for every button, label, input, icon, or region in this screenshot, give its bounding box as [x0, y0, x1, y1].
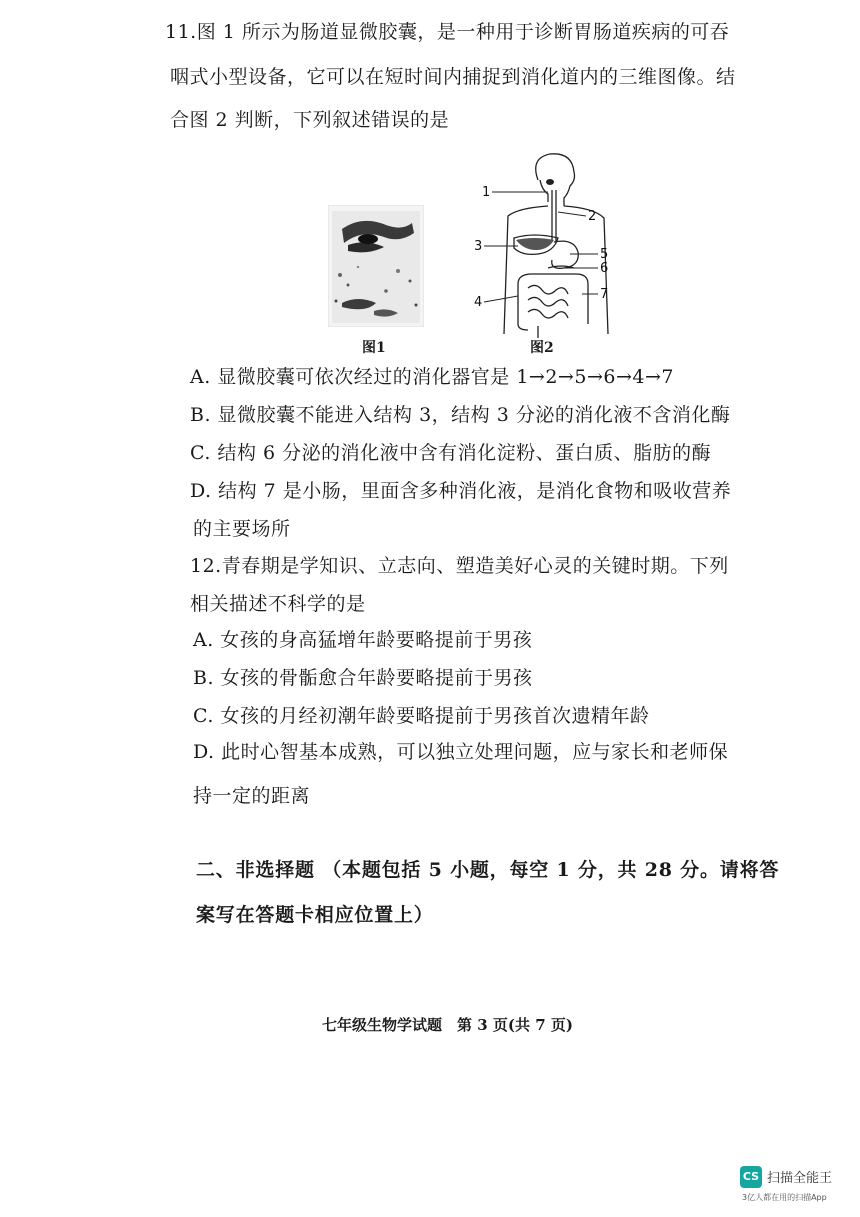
q11-stem-line1: 11.图 1 所示为肠道显微胶囊，是一种用于诊断胃肠道疾病的可吞	[165, 21, 730, 43]
q12-option-d-line2: 持一定的距离	[193, 785, 311, 807]
q11-stem-line2: 咽式小型设备，它可以在短时间内捕捉到消化道内的三维图像。结	[170, 66, 736, 88]
q11-option-d-line2: 的主要场所	[193, 518, 291, 540]
fig2-number-7: 7	[600, 287, 609, 302]
figure1-capsule-image	[328, 205, 424, 327]
q11-option-d-line1: D. 结构 7 是小肠，里面含多种消化液，是消化食物和吸收营养	[190, 480, 732, 502]
q12-option-b: B. 女孩的骨骺愈合年龄要略提前于男孩	[193, 667, 533, 689]
watermark-tagline: 3亿人都在用的扫描App	[742, 1193, 827, 1202]
q11-stem-line3: 合图 2 判断，下列叙述错误的是	[170, 109, 450, 131]
page-footer: 七年级生物学试题 第 3 页(共 7 页)	[322, 1016, 573, 1034]
fig2-number-6: 6	[600, 261, 609, 276]
q12-option-d-line1: D. 此时心智基本成熟，可以独立处理问题，应与家长和老师保	[193, 741, 729, 763]
q12-stem-line2: 相关描述不科学的是	[190, 593, 366, 615]
watermark-app-name: 扫描全能王	[767, 1171, 833, 1186]
fig2-number-1: 1	[482, 185, 491, 200]
q11-option-b: B. 显微胶囊不能进入结构 3，结构 3 分泌的消化液不含消化酶	[190, 404, 731, 426]
q12-stem-line1: 12.青春期是学知识、立志向、塑造美好心灵的关键时期。下列	[190, 555, 729, 577]
fig2-number-2: 2	[588, 209, 597, 224]
q12-option-c: C. 女孩的月经初潮年龄要略提前于男孩首次遗精年龄	[193, 705, 650, 727]
q12-option-a: A. 女孩的身高猛增年龄要略提前于男孩	[193, 629, 533, 651]
section2-heading-line1: 二、非选择题 （本题包括 5 小题，每空 1 分，共 28 分。请将答	[196, 859, 780, 881]
section2-heading-line2: 案写在答题卡相应位置上）	[196, 904, 434, 926]
fig2-number-4: 4	[474, 295, 483, 310]
fig2-number-3: 3	[474, 239, 483, 254]
figure2-digestive-system-diagram	[470, 150, 620, 340]
q11-option-c: C. 结构 6 分泌的消化液中含有消化淀粉、蛋白质、脂肪的酶	[190, 442, 712, 464]
figure2-label: 图2	[530, 340, 554, 356]
camscanner-logo-icon: CS	[740, 1166, 762, 1188]
figure1-label: 图1	[362, 340, 386, 356]
fig2-number-5: 5	[600, 247, 609, 262]
q11-option-a: A. 显微胶囊可依次经过的消化器官是 1→2→5→6→4→7	[190, 366, 674, 388]
scanner-watermark	[740, 1166, 850, 1206]
